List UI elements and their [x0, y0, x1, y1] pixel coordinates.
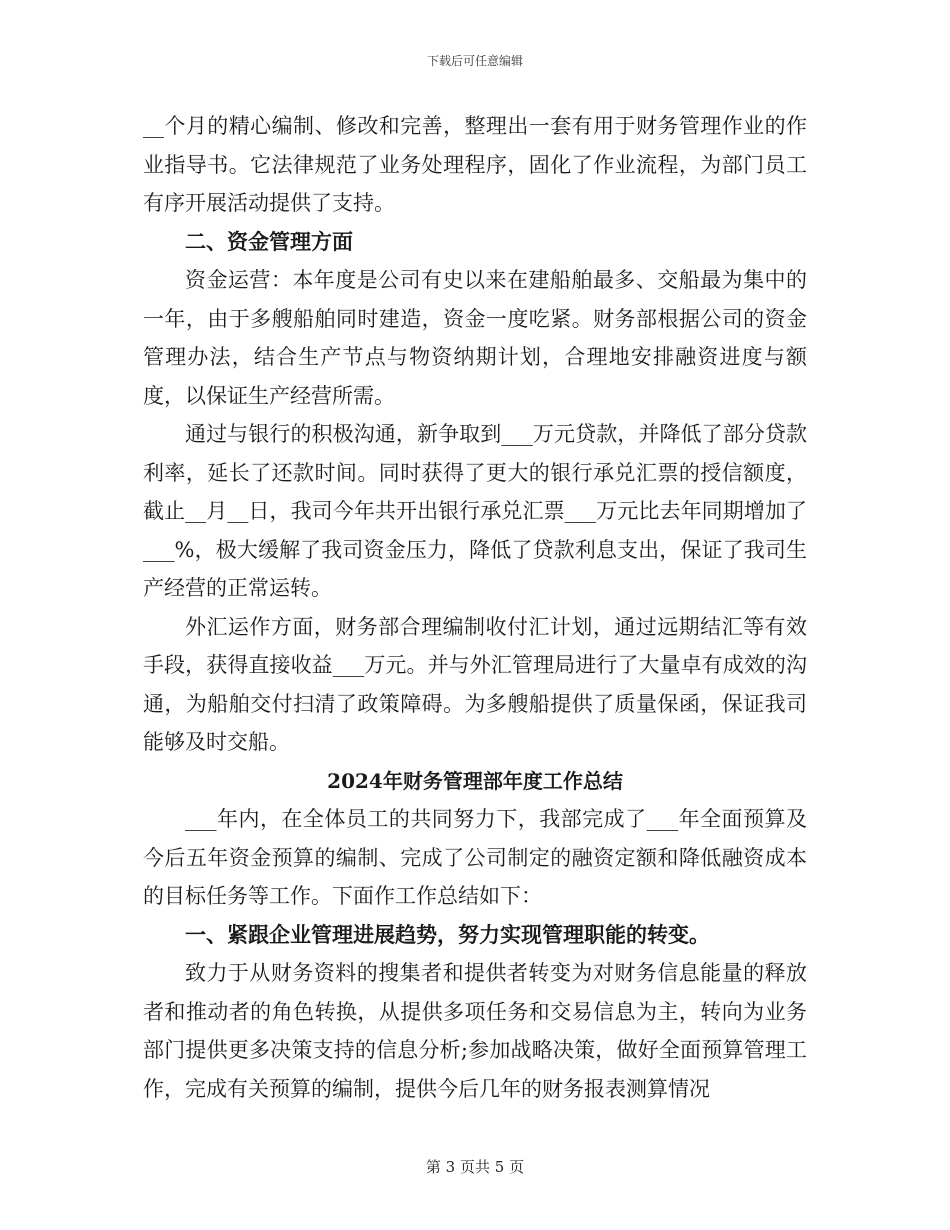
document-title: 2024年财务管理部年度工作总结	[327, 768, 623, 793]
page-footer: 第 3 页共 5 页	[425, 1158, 525, 1176]
page-header: 下载后可任意编辑	[426, 54, 523, 68]
body-paragraph: 通过与银行的积极沟通，新争取到___万元贷款，并降低了部分贷款利率，延长了还款时间。同时获得了更大的银行承兑汇票的授信额度，截止__月__日，我司今年共开出银行承兑汇票___万元比去年同期增加了___%，极大缓解了我司资金压力，降低了贷款利息支出，保证了我司生产经营的正常运转。	[143, 422, 807, 600]
body-paragraph: 资金运营：本年度是公司有史以来在建船舶最多、交船最为集中的一年，由于多艘船舶同时建造，资金一度吃紧。财务部根据公司的资金管理办法，结合生产节点与物资纳期计划，合理地安排融资进度与额度，以保证生产经营所需。	[143, 268, 807, 408]
body-paragraph: __个月的精心编制、修改和完善，整理出一套有用于财务管理作业的作业指导书。它法律规范了业务处理程序，固化了作业流程，为部门员工有序开展活动提供了支持。	[143, 114, 807, 215]
body-paragraph: 外汇运作方面，财务部合理编制收付汇计划，通过远期结汇等有效手段，获得直接收益___万元。并与外汇管理局进行了大量卓有成效的沟通，为船舶交付扫清了政策障碍。为多艘船提供了质量保函，保证我司能够及时交船。	[143, 614, 807, 754]
body-paragraph: 致力于从财务资料的搜集者和提供者转变为对财务信息能量的释放者和推动者的角色转换，从提供多项任务和交易信息为主，转向为业务部门提供更多决策支持的信息分析;参加战略决策，做好全面预算管理工作，完成有关预算的编制，提供今后几年的财务报表测算情况	[143, 961, 807, 1101]
document-body	[143, 107, 807, 1108]
section-heading: 二、资金管理方面	[185, 228, 353, 254]
body-paragraph: ___年内，在全体员工的共同努力下，我部完成了___年全面预算及今后五年资金预算的编制、完成了公司制定的融资定额和降低融资成本的目标任务等工作。下面作工作总结如下：	[143, 807, 807, 908]
section-heading: 一、紧跟企业管理进展趋势，努力实现管理职能的转变。	[185, 921, 710, 947]
